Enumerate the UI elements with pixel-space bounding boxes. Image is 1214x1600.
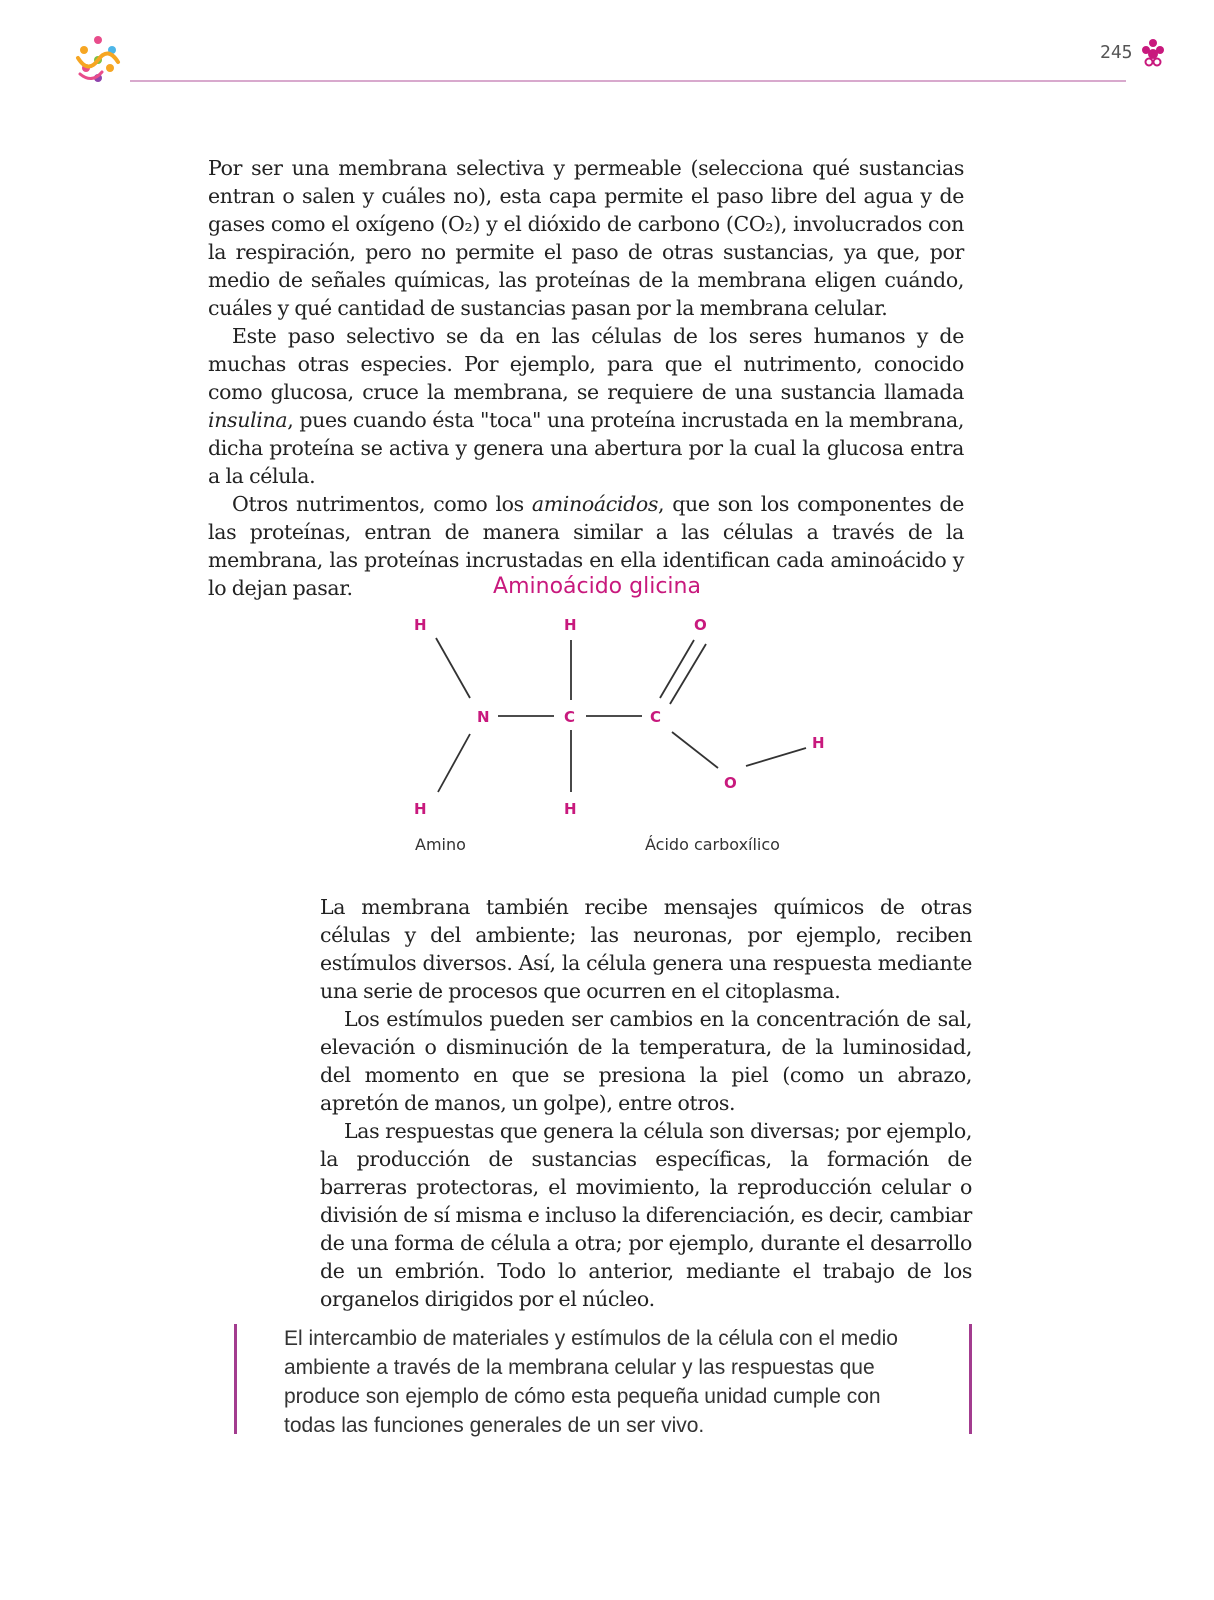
- atom-h-bottom-left: H: [414, 800, 427, 818]
- italic-term: aminoácidos: [531, 492, 659, 516]
- text-run: , pues cuando ésta "toca" una proteína incrustada en la membrana, dicha proteína se activa y genera una abertura por la cual la glucosa entra a la célula.: [208, 408, 964, 488]
- atom-h-right: H: [812, 734, 825, 752]
- callout-right-bar: [969, 1324, 972, 1434]
- colorful-circles-logo-icon: [72, 34, 124, 86]
- bond-o-h: [746, 748, 806, 766]
- bond-c2-o-single: [672, 732, 718, 768]
- text-run: Este paso selectivo se da en las células de los seres humanos y de muchas otras especies. Por ejemplo, para que el nutrimento, conocido como glucosa, cruce la membrana, se requiere de una sustancia llamada: [208, 324, 964, 404]
- atom-h-bottom-mid: H: [564, 800, 577, 818]
- atom-c1: C: [564, 708, 576, 726]
- page-number: 245: [1100, 42, 1133, 63]
- intro-text-block: [208, 154, 964, 602]
- bond-h-n-top: [436, 638, 470, 698]
- callout-text: El intercambio de materiales y estímulos de la célula con el medio ambiente a través de la membrana celular y las respuestas que produce son ejemplo de cómo esta pequeña unidad cumple con todas las funciones generales de un ser vivo.: [284, 1327, 898, 1437]
- italic-term: insulina: [208, 408, 288, 432]
- callout-left-bar: [234, 1324, 237, 1434]
- bond-c2-o-double-b: [670, 644, 706, 704]
- paragraph: [208, 322, 964, 490]
- text-run: Otros nutrimentos, como los: [232, 492, 532, 516]
- bond-c2-o-double-a: [660, 640, 694, 698]
- stimuli-text-block: [320, 893, 972, 1313]
- atom-c2: C: [650, 708, 662, 726]
- paragraph: Los estímulos pueden ser cambios en la concentración de sal, elevación o disminución de la temperatura, de la luminosidad, del momento en que se presiona la piel (como un abrazo, apretón de manos, un golpe), entre otros.: [320, 1007, 972, 1115]
- paragraph: La membrana también recibe mensajes químicos de otras células y del ambiente; las neuronas, por ejemplo, reciben estímulos diversos. Así, la célula genera una respuesta mediante una serie de procesos que ocurren en el citoplasma.: [320, 895, 972, 1003]
- pink-ornament-icon: [1140, 38, 1166, 68]
- amino-group-label: Amino: [415, 835, 466, 854]
- atom-h-top-mid: H: [564, 616, 577, 634]
- paragraph: Por ser una membrana selectiva y permeable (selecciona qué sustancias entran o salen y cuáles no), esta capa permite el paso libre del agua y de gases como el oxígeno (O₂) y el dióxido de carbono (CO₂), involucrados con la respiración, pero no permite el paso de otras sustancias, ya que, por medio de señales químicas, las proteínas de la membrana eligen cuándo, cuáles y qué cantidad de sustancias pasan por la membrana celular.: [208, 156, 964, 320]
- atom-h-top-left: H: [414, 616, 427, 634]
- text-run: , que son los componentes de las proteínas, entran de manera similar a las células a través de la membrana, las proteínas incrustadas en ella identifican cada aminoácido y lo dejan pasar.: [208, 492, 964, 600]
- figure-title: Aminoácido glicina: [493, 574, 701, 599]
- summary-callout: [234, 1324, 974, 1437]
- carboxyl-group-label: Ácido carboxílico: [645, 835, 780, 854]
- atom-o-bottom: O: [724, 774, 737, 792]
- glycine-structure-diagram: [400, 612, 860, 872]
- atom-n: N: [477, 708, 490, 726]
- paragraph: Las respuestas que genera la célula son diversas; por ejemplo, la producción de sustancias específicas, la formación de barreras protectoras, el movimiento, la reproducción celular o división de sí misma e incluso la diferenciación, es decir, cambiar de una forma de célula a otra; por ejemplo, durante el desarrollo de un embrión. Todo lo anterior, mediante el trabajo de los organelos dirigidos por el núcleo.: [320, 1119, 972, 1311]
- header-rule: [130, 80, 1126, 82]
- atom-o-top: O: [694, 616, 707, 634]
- bond-h-n-bottom: [438, 734, 470, 792]
